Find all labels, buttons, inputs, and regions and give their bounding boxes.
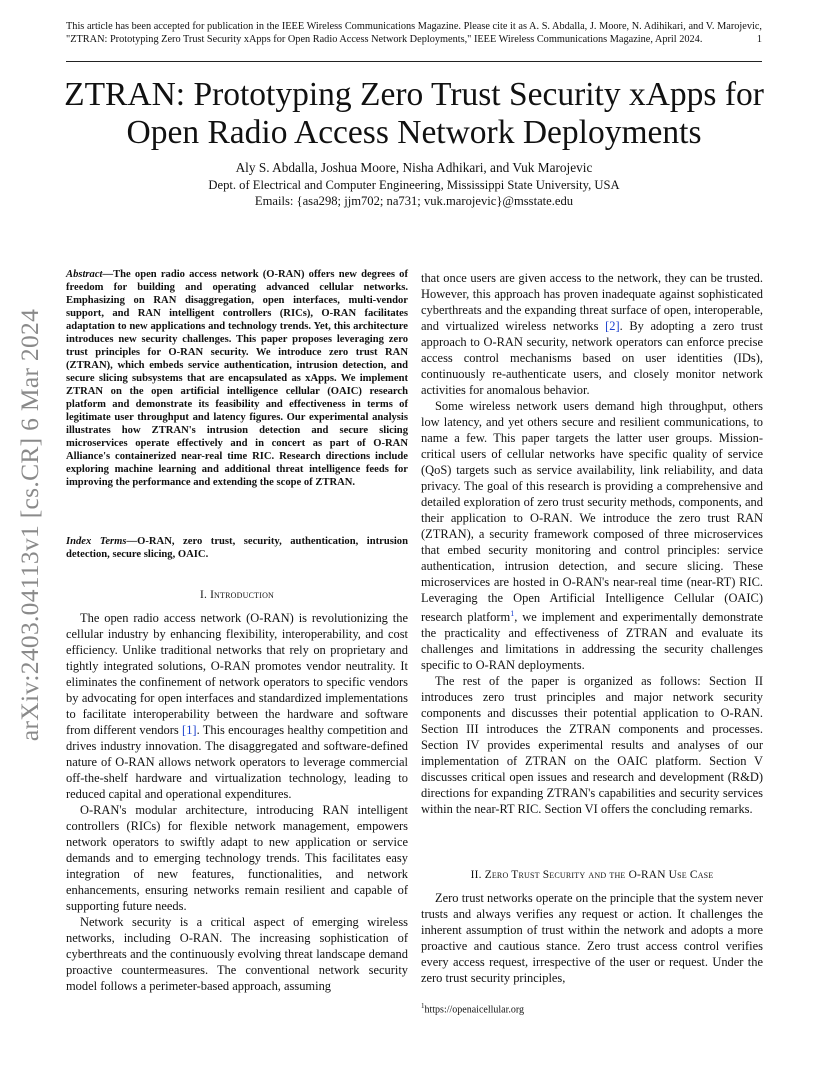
abstract-label: Abstract — [66, 269, 103, 280]
journal-header — [66, 21, 762, 46]
paragraph-text: . This encourages healthy competition and drives industry innovation. The disaggregated and software-defined nature of O-RAN allows network operators to leverage commercial off-the-shelf hardware and virtualization technology, leading to reduced capital and operational expenditures. — [66, 723, 408, 801]
citation-link[interactable]: [1] — [182, 723, 197, 737]
arxiv-stamp-text: arXiv:2403.04113v1 [cs.CR] 6 Mar 2024 — [15, 308, 44, 742]
affiliation: Dept. of Electrical and Computer Engineering, Mississippi State University, USA — [208, 178, 620, 192]
introduction-body — [66, 610, 408, 994]
paragraph-text: The open radio access network (O-RAN) is revolutionizing the cellular industry by enhancing flexibility, interoperability, and cost efficiency. Unlike traditional networks that rely on proprietary and tightly integrated solutions, O-RAN promotes vendor neutrality. It eliminates the confinement of network operators to specific vendors by advocating for open interfaces and standardized implementations to facilitate interoperability between the hardware and software from different vendors — [66, 611, 408, 737]
section-title: Introduction — [210, 589, 275, 601]
paragraph: The rest of the paper is organized as follows: Section II introduces zero trust principles and major network security components and discusses their potential application to O-RAN. Section III introduces the ZTRAN components and processes. Section IV provides experimental results and analyses of our implementation of ZTRAN on the OAIC platform. Section V discusses critical open issues and research and development (R&D) directions for expanding ZTRAN's capabilities and security services within the near-RT RIC. Section VI offers the concluding remarks. — [421, 674, 763, 817]
paragraph — [421, 398, 763, 673]
paragraph-text: Some wireless network users demand high throughput, others low latency, and yet others secure and resilient communications, to name a few. This paper targets the latter user groups. Mission-critical users of cellular networks have specific quality of service (QoS) targets such as service availability, link reliability, and data privacy. The goal of this research is providing a comprehensive and detailed exploration of zero trust security methods, components, and their application to O-RAN. We introduce the zero trust RAN (ZTRAN), a security framework composed of three microservices that embed security monitoring and control principles: service authentication, intrusion detection, and secure slicing. These microservices are hosted in O-RAN's near-real time (near-RT) RIC. Leveraging the Open Artificial Intelligence Cellular (OAIC) research platform — [421, 399, 763, 625]
footnote — [421, 1000, 763, 1016]
index-terms — [66, 535, 408, 561]
author-list: Aly S. Abdalla, Joshua Moore, Nisha Adhikari, and Vuk Marojevic — [235, 160, 593, 175]
paragraph — [66, 914, 408, 994]
header-note: This article has been accepted for publication in the IEEE Wireless Communications Magazine. Please cite it as A. S. Abdalla, J. Moore, N. Adihikari, and V. Marojevic, "ZTRAN: Prototyping Zero Trust Security xApps for Open Radio Access Network Deployments," IEEE Wireless Communications Magazine, April 2024. — [66, 21, 762, 45]
paragraph — [66, 802, 408, 914]
paragraph-text: O-RAN's modular architecture, introducing RAN intelligent controllers (RICs) for flexible network management, empowers network operators to swiftly adapt to new application or service demands and to emerging technology trends. This facilitates easy integration of new features, functionalities, and network enhancements, ensuring networks remain resilient and capable of supporting future needs. — [66, 803, 408, 913]
header-rule — [66, 61, 762, 62]
section-number: I. — [199, 589, 211, 601]
abstract-text: —The open radio access network (O-RAN) offers new degrees of freedom for building and operating advanced cellular networks. Emphasizing on RAN disaggregation, open interfaces, multi-vendor support, and RAN intelligent controllers (RICs), O-RAN facilitates adaptation to new applications and technology trends. Yet, this architecture introduces new security challenges. This paper proposes leveraging zero trust principles for O-RAN security. We introduce zero trust RAN (ZTRAN), which embeds service authentication, intrusion detection, and secure slicing subsystems that are encapsulated as xApps. We implement ZTRAN on the open artificial intelligence cellular (OAIC) research platform and demonstrate its feasibility and effectiveness in terms of legitimate user throughput and latency figures. Our experimental analysis illustrates how ZTRAN's intrusion detection and secure slicing microservices operate effectively and in concert as part of O-RAN Alliance's containerized near-real time RIC. Research directions include exploring machine learning and additional threat intelligence feeds for improving the performance and extending the scope of ZTRAN. — [66, 269, 408, 488]
abstract — [66, 268, 408, 489]
section-heading-introduction — [66, 589, 408, 601]
arxiv-stamp — [2, 290, 58, 760]
paragraph-text: Network security is a critical aspect of emerging wireless networks, including O-RAN. The increasing sophistication of cyberthreats and the continuously evolving threat landscape demand proactive countermeasures. The conventional network security model follows a perimeter-based approach, assuming — [66, 915, 408, 993]
right-column-body — [421, 270, 763, 817]
paragraph — [421, 270, 763, 398]
paper-title: ZTRAN: Prototyping Zero Trust Security xApps for Open Radio Access Network Deployments — [64, 76, 764, 151]
paragraph-text: , we implement and experimentally demonstrate the practicality and effectiveness of ZTRAN and evaluate its challenges and limitations in addressing the security challenges specific to O-RAN deployments. — [421, 610, 763, 673]
page-number: 1 — [756, 33, 762, 45]
section2-body — [421, 890, 763, 986]
paragraph: Zero trust networks operate on the principle that the system never trusts and always verifies any request or action. It challenges the inherent assumption of trust within the network and adopts a more proactive and cautious stance. Zero trust access control verifies every access request, irrespective of the user or request. Under the zero trust security principles, — [421, 891, 763, 985]
citation-link[interactable]: [2] — [605, 319, 620, 333]
author-emails: Emails: {asa298; jjm702; na731; vuk.marojevic}@msstate.edu — [254, 194, 574, 208]
footnote-link[interactable]: 1 — [510, 609, 515, 618]
index-terms-text: —O-RAN, zero trust, security, authentication, intrusion detection, secure slicing, OAIC. — [66, 536, 408, 560]
paragraph-text: . By adopting a zero trust approach to O-RAN security, network operators can enforce precise access control mechanisms based on user identities (IDs), continuously re-authenticate users, and closely monitor network activities for anomalous behavior. — [421, 319, 763, 397]
paragraph — [66, 610, 408, 802]
section-number: II. — [470, 869, 485, 881]
section-heading-zero-trust — [421, 869, 763, 881]
footnote-url[interactable]: https://openaicellular.org — [424, 1004, 525, 1016]
paragraph-text: that once users are given access to the network, they can be trusted. However, this approach has proven inadequate against sophisticated cyberthreats and the expanding threat surface of open, interoperable, and virtualized wireless networks — [421, 271, 763, 333]
index-terms-label: Index Terms — [66, 536, 127, 547]
footnote-mark: 1 — [421, 1002, 425, 1010]
section-title: Zero Trust Security and the O-RAN Use Case — [484, 869, 714, 881]
